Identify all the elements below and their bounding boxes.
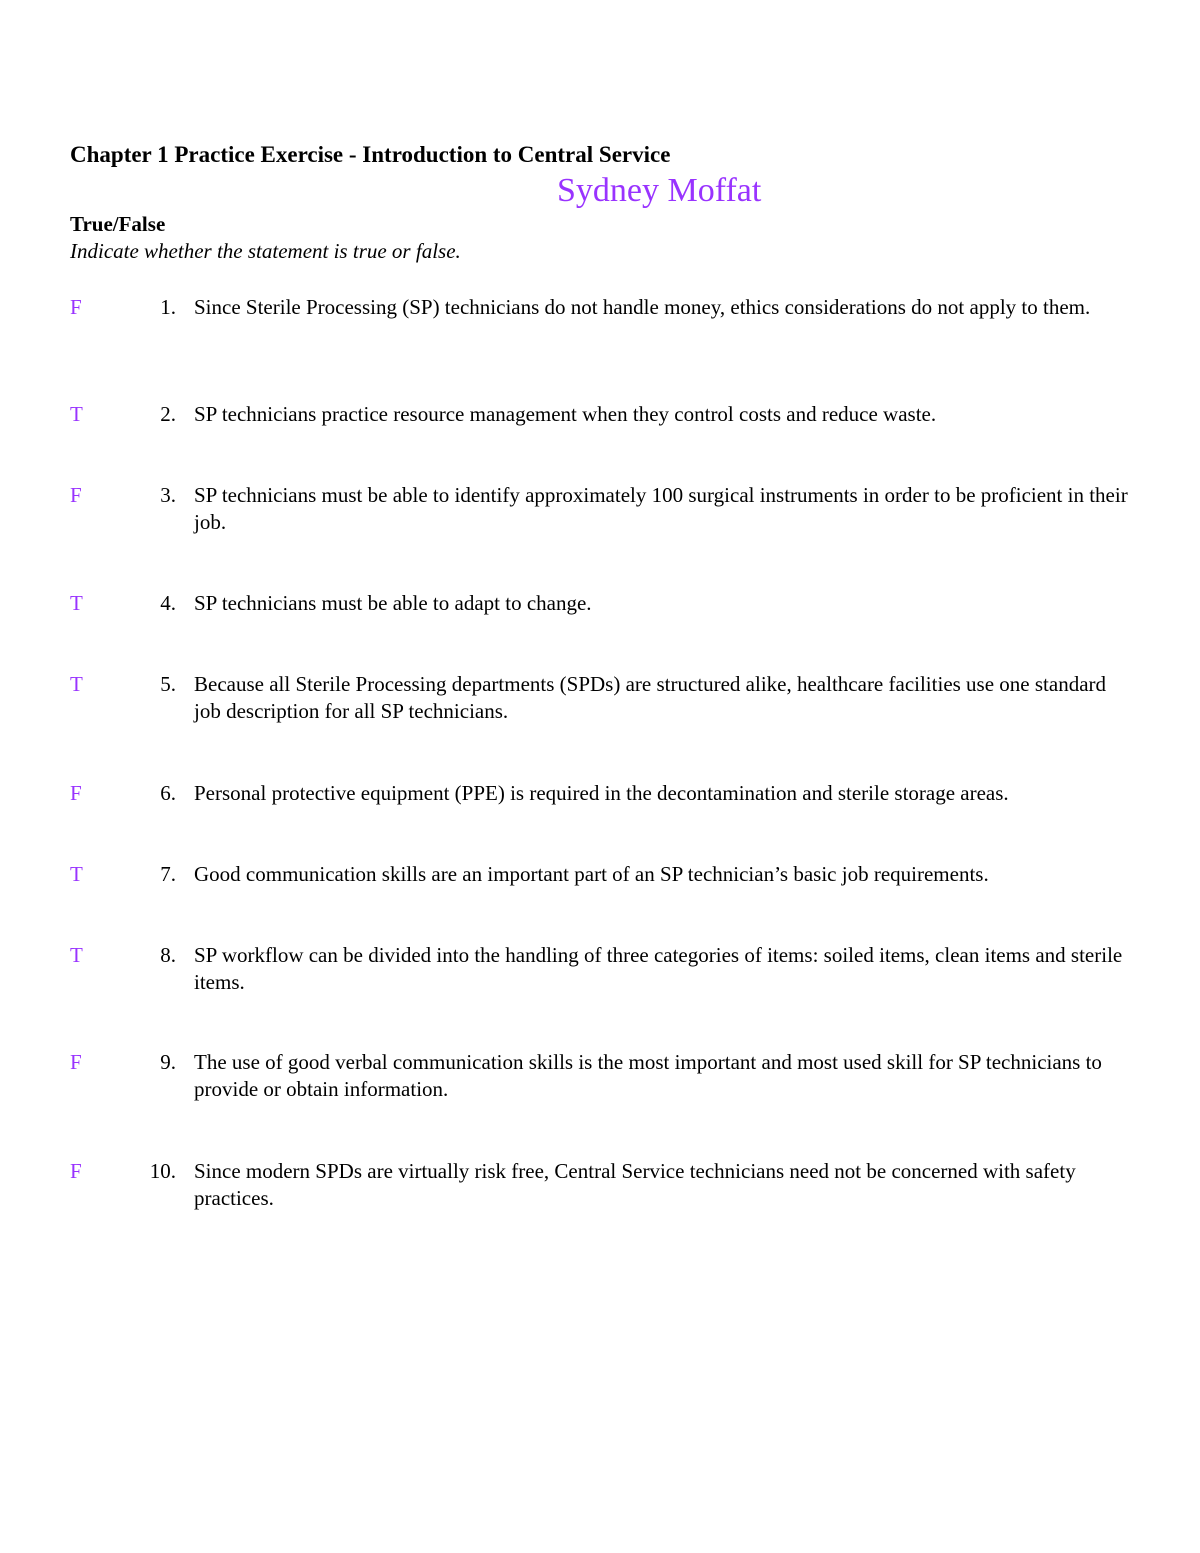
answer-mark: T bbox=[70, 862, 83, 886]
question-text: Because all Sterile Processing departments (SPDs) are structured alike, healthcare facilities use one standard job description for all SP technicians. bbox=[194, 672, 1107, 723]
question-text: Good communication skills are an important part of an SP technician’s basic job requirements. bbox=[194, 862, 989, 886]
section-heading: True/False bbox=[70, 212, 166, 236]
question-text: SP technicians must be able to identify approximately 100 surgical instruments in order to be proficient in their job. bbox=[194, 483, 1128, 534]
answer-mark: F bbox=[70, 1050, 82, 1074]
answer-mark: F bbox=[70, 295, 82, 319]
question-text: Since modern SPDs are virtually risk free, Central Service technicians need not be concerned with safety practices. bbox=[194, 1159, 1076, 1210]
question-text: Personal protective equipment (PPE) is required in the decontamination and sterile storage areas. bbox=[194, 781, 1009, 805]
answer-mark: T bbox=[70, 591, 83, 615]
question-text: SP technicians practice resource management when they control costs and reduce waste. bbox=[194, 402, 937, 426]
question-number: 7. bbox=[160, 862, 176, 886]
question-number: 6. bbox=[160, 781, 176, 805]
answer-mark: T bbox=[70, 943, 83, 967]
answer-mark: F bbox=[70, 781, 82, 805]
question-number: 1. bbox=[160, 295, 176, 319]
question-number: 3. bbox=[160, 483, 176, 507]
question-number: 8. bbox=[160, 943, 176, 967]
question-text: The use of good verbal communication skills is the most important and most used skill for SP technicians to provide or obtain information. bbox=[194, 1050, 1102, 1101]
answer-mark: F bbox=[70, 483, 82, 507]
question-number: 4. bbox=[160, 591, 176, 615]
question-number: 2. bbox=[160, 402, 176, 426]
question-text: Since Sterile Processing (SP) technicians do not handle money, ethics considerations do not apply to them. bbox=[194, 295, 1091, 319]
question-number: 5. bbox=[160, 672, 176, 696]
question-text: SP technicians must be able to adapt to change. bbox=[194, 591, 592, 615]
answer-mark: T bbox=[70, 402, 83, 426]
question-text: SP workflow can be divided into the handling of three categories of items: soiled items, clean items and sterile items. bbox=[194, 943, 1123, 994]
document-title: Chapter 1 Practice Exercise - Introduction to Central Service bbox=[70, 142, 671, 167]
answer-mark: T bbox=[70, 672, 83, 696]
answer-mark: F bbox=[70, 1159, 82, 1183]
instructions-text: Indicate whether the statement is true or false. bbox=[70, 239, 461, 263]
question-number: 9. bbox=[160, 1050, 176, 1074]
student-name: Sydney Moffat bbox=[557, 172, 762, 209]
question-number: 10. bbox=[149, 1159, 176, 1183]
